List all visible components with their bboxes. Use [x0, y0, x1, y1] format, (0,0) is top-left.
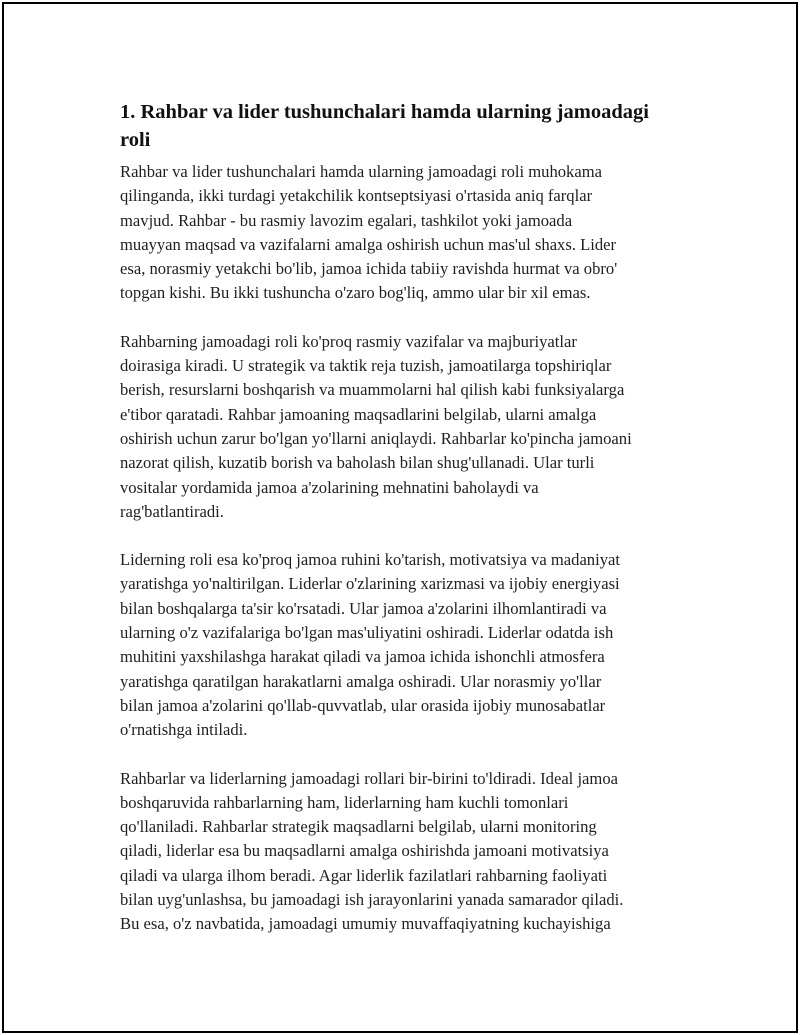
paragraph-3: Liderning roli esa ko'proq jamoa ruhini ko'tarish, motivatsiya va madaniyat yaratishga yo'naltirilgan. Liderlar o'zlarining xarizmasi va ijobiy energiyasi bilan boshqalarga ta'sir ko'rsatadi. Ular jamoa a'zolarini ilhomlantiradi va ularning o'z vazifalariga bo'lgan mas'uliyatini oshiradi. Liderlar odatda ish muhitini yaxshilashga harakat qiladi va jamoa ichida ishonchli atmosfera yaratishga qaratilgan harakatlarni amalga oshiradi. Ular norasmiy yo'llar bilan jamoa a'zolarini qo'llab-quvvatlab, ular orasida ijobiy munosabatlar o'rnatishga intiladi. [120, 550, 620, 740]
document-content [120, 98, 686, 961]
paragraph-4: Rahbarlar va liderlarning jamoadagi rollari bir-birini to'ldiradi. Ideal jamoa boshqaruvida rahbarlarning ham, liderlarning ham kuchli tomonlari qo'llaniladi. Rahbarlar strategik maqsadlarni belgilab, ularni monitoring qiladi, liderlar esa bu maqsadlarni amalga oshirishda jamoani motivatsiya qiladi va ularga ilhom beradi. Agar liderlik fazilatlari rahbarning faoliyati bilan uyg'unlashsa, bu jamoadagi ish jarayonlarini yanada samarador qiladi. Bu esa, o'z navbatida, jamoadagi umumiy muvaffaqiyatning kuchayishiga [120, 768, 624, 934]
paragraph-1: Rahbar va lider tushunchalari hamda ularning jamoadagi roli muhokama qilinganda, ikki turdagi yetakchilik kontseptsiyasi o'rtasida aniq farqlar mavjud. Rahbar - bu rasmiy lavozim egalari, tashkilot yoki jamoada muayyan maqsad va vazifalarni amalga oshirish uchun mas'ul shaxs. Lider esa, norasmiy yetakchi bo'lib, jamoa ichida tabiiy ravishda hurmat va obro' topgan kishi. Bu ikki tushuncha o'zaro bog'liq, ammo ular bir xil emas. [120, 162, 618, 303]
document-page [2, 2, 798, 1033]
section-heading: 1. Rahbar va lider tushunchalari hamda ularning jamoadagi roli [120, 101, 649, 151]
paragraph-2: Rahbarning jamoadagi roli ko'proq rasmiy vazifalar va majburiyatlar doirasiga kiradi. U strategik va taktik reja tuzish, jamoatilarga topshiriqlar berish, resurslarni boshqarish va muammolarni hal qilish kabi funksiyalarga e'tibor qaratadi. Rahbar jamoaning maqsadlarini belgilab, ularni amalga oshirish uchun zarur bo'lgan yo'llarni aniqlaydi. Rahbarlar ko'pincha jamoani nazorat qilish, kuzatib borish va baholash bilan shug'ullanadi. Ular turli vositalar yordamida jamoa a'zolarining mehnatini baholaydi va rag'batlantiradi. [120, 331, 632, 521]
